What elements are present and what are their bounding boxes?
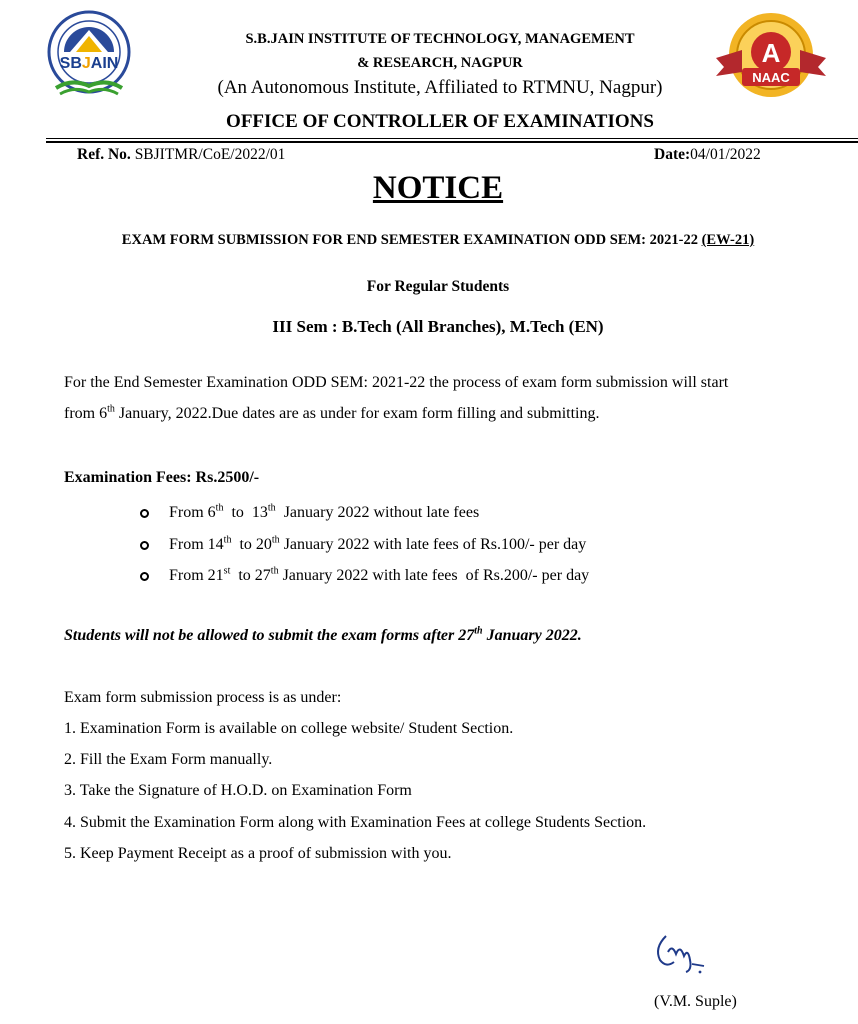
process-heading: Exam form submission process is as under: [64,689,342,706]
reference-value: SBJITMR/CoE/2022/01 [134,146,286,163]
reference-label: Ref. No. [77,146,131,163]
header-divider-thin [46,138,858,139]
institute-affiliation: (An Autonomous Institute, Affiliated to RTMNU, Nagpur) [217,77,663,98]
date-label: Date: [654,146,691,163]
process-step: 2. Fill the Exam Form manually. [64,751,273,768]
institute-logo [44,8,134,106]
notice-date [654,146,761,164]
process-step: 4. Submit the Examination Form along with Examination Fees at college Students Section. [64,814,647,831]
date-value: 04/01/2022 [690,146,761,163]
institute-name-line2: & RESEARCH, NAGPUR [357,55,523,71]
intro-text-b: January, 2022.Due dates are as under for exam form filling and submitting. [114,405,600,422]
bullet-circle-icon [140,541,149,550]
semester-heading: III Sem : B.Tech (All Branches), M.Tech (EN) [272,317,604,336]
signature-image [652,926,712,976]
notice-title: NOTICE [372,170,504,206]
header-divider-thick [46,141,858,143]
schedule-item: From 14th to 20th January 2022 with late fees of Rs.100/- per day [140,536,586,554]
intro-sup: th [107,403,115,415]
svg-text:A: A [761,38,781,68]
process-step: 1. Examination Form is available on college website/ Student Section. [64,720,514,737]
fees-heading: Examination Fees: Rs.2500/- [64,469,260,486]
subject-text: EXAM FORM SUBMISSION FOR END SEMESTER EXAMINATION ODD SEM: 2021-22 [121,232,702,248]
svg-text:NAAC: NAAC [752,70,790,85]
process-step: 5. Keep Payment Receipt as a proof of submission with you. [64,845,452,862]
schedule-item: From 6th to 13th January 2022 without late fees [140,504,479,522]
subject-code: (EW-21) [701,232,755,248]
intro-line-2 [64,405,844,423]
deadline-warning: Students will not be allowed to submit the exam forms after 27th January 2022. [64,625,582,644]
process-step: 3. Take the Signature of H.O.D. on Examination Form [64,782,412,799]
intro-text-a: from 6 [64,405,108,422]
audience-heading: For Regular Students [366,278,510,295]
institute-name-line1: S.B.JAIN INSTITUTE OF TECHNOLOGY, MANAGEMENT [245,31,635,47]
notice-subject [0,232,858,249]
schedule-item: From 21st to 27th January 2022 with late fees of Rs.200/- per day [140,567,589,585]
svg-text:SBJAIN: SBJAIN [59,55,119,72]
office-title: OFFICE OF CONTROLLER OF EXAMINATIONS [226,111,654,132]
signatory-name: (V.M. Suple) [654,993,737,1010]
reference-number [77,146,285,164]
bullet-circle-icon [140,509,149,518]
intro-line-1: For the End Semester Examination ODD SEM: 2021-22 the process of exam form submission will start [64,374,729,391]
bullet-circle-icon [140,572,149,581]
